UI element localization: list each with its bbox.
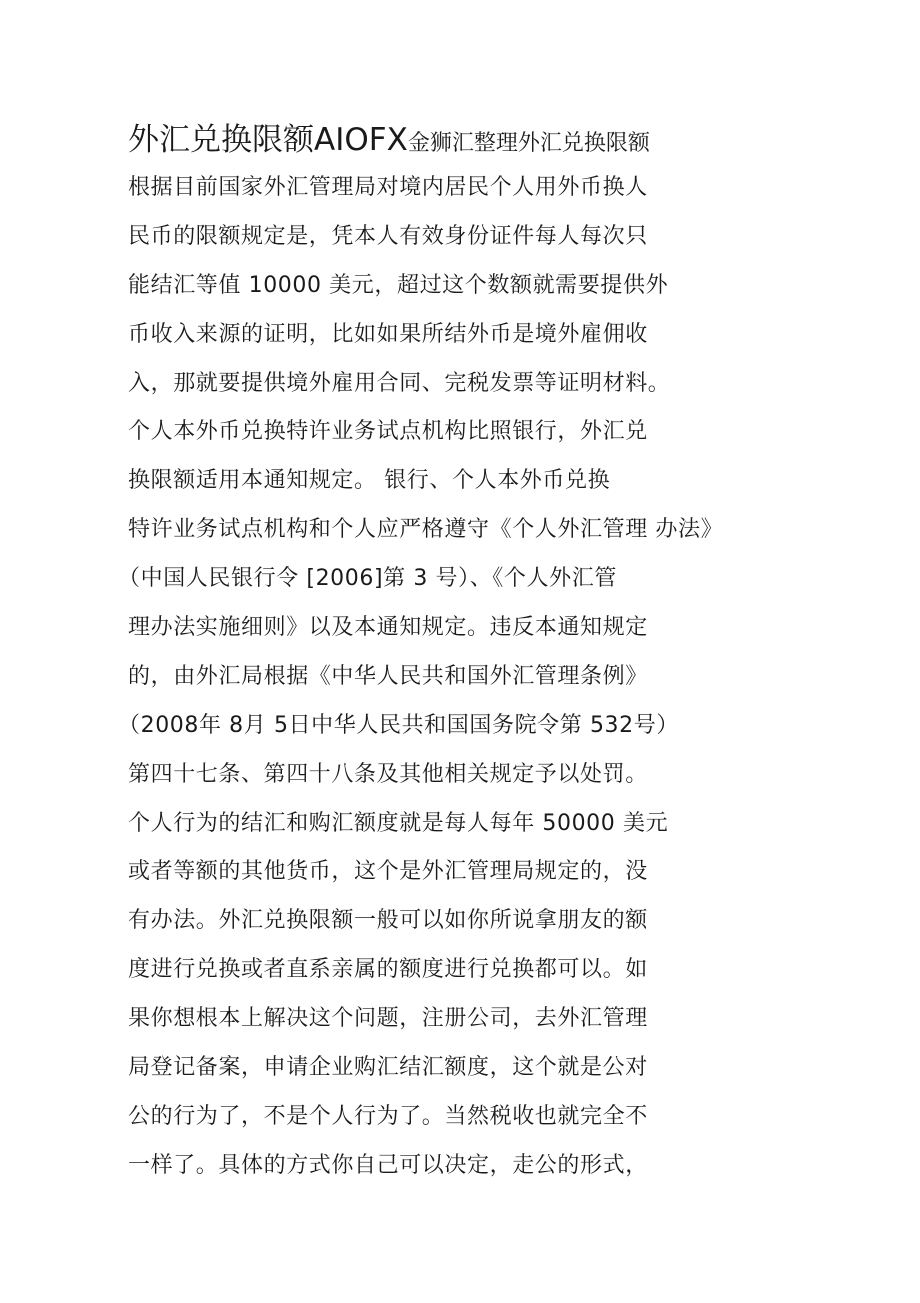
body-line: 一样了。具体的方式你自己可以决定，走公的形式，	[128, 1152, 648, 1178]
body-line: 果你想根本上解决这个问题，注册公司，去外汇管理	[128, 1006, 648, 1032]
body-line: （中国人民银行令 [2006]第 3 号）、《个人外汇管	[118, 566, 617, 592]
body-line: （2008年 8月 5日中华人民共和国国务院令第 532号）	[118, 712, 679, 738]
body-line: 度进行兑换或者直系亲属的额度进行兑换都可以。如	[128, 957, 648, 983]
body-line: 理办法实施细则》以及本通知规定。违反本通知规定	[128, 615, 648, 641]
body-line: 公的行为了，不是个人行为了。当然税收也就完全不	[128, 1103, 648, 1129]
body-line: 个人本外币兑换特许业务试点机构比照银行，外汇兑	[128, 419, 648, 445]
body-line: 入，那就要提供境外雇用合同、完税发票等证明材料。	[128, 370, 671, 396]
body-line: 特许业务试点机构和个人应严格遵守《个人外汇管理 办法》	[128, 517, 724, 543]
body-line: 第四十七条、第四十八条及其他相关规定予以处罚。	[128, 761, 648, 787]
body-line: 或者等额的其他货币，这个是外汇管理局规定的，没	[128, 859, 648, 885]
title-main: 外汇兑换限额AIOFX	[128, 122, 408, 158]
body-line: 币收入来源的证明，比如如果所结外币是境外雇佣收	[128, 321, 648, 347]
title-subtitle: 金狮汇整理外汇兑换限额	[407, 131, 650, 156]
body-line: 有办法。外汇兑换限额一般可以如你所说拿朋友的额	[128, 908, 648, 934]
body-line: 民币的限额规定是，凭本人有效身份证件每人每次只	[128, 223, 648, 249]
body-line: 个人行为的结汇和购汇额度就是每人每年 50000 美元	[128, 810, 669, 836]
body-line: 换限额适用本通知规定。 银行、个人本外币兑换	[128, 468, 611, 494]
document-title	[128, 116, 650, 169]
body-line: 根据目前国家外汇管理局对境内居民个人用外币换人	[128, 175, 648, 200]
document-body	[118, 164, 888, 1191]
body-line: 的，由外汇局根据《中华人民共和国外汇管理条例》	[128, 663, 648, 689]
body-line: 局登记备案，申请企业购汇结汇额度，这个就是公对	[128, 1055, 648, 1081]
body-line: 能结汇等值 10000 美元，超过这个数额就需要提供外	[128, 272, 669, 298]
